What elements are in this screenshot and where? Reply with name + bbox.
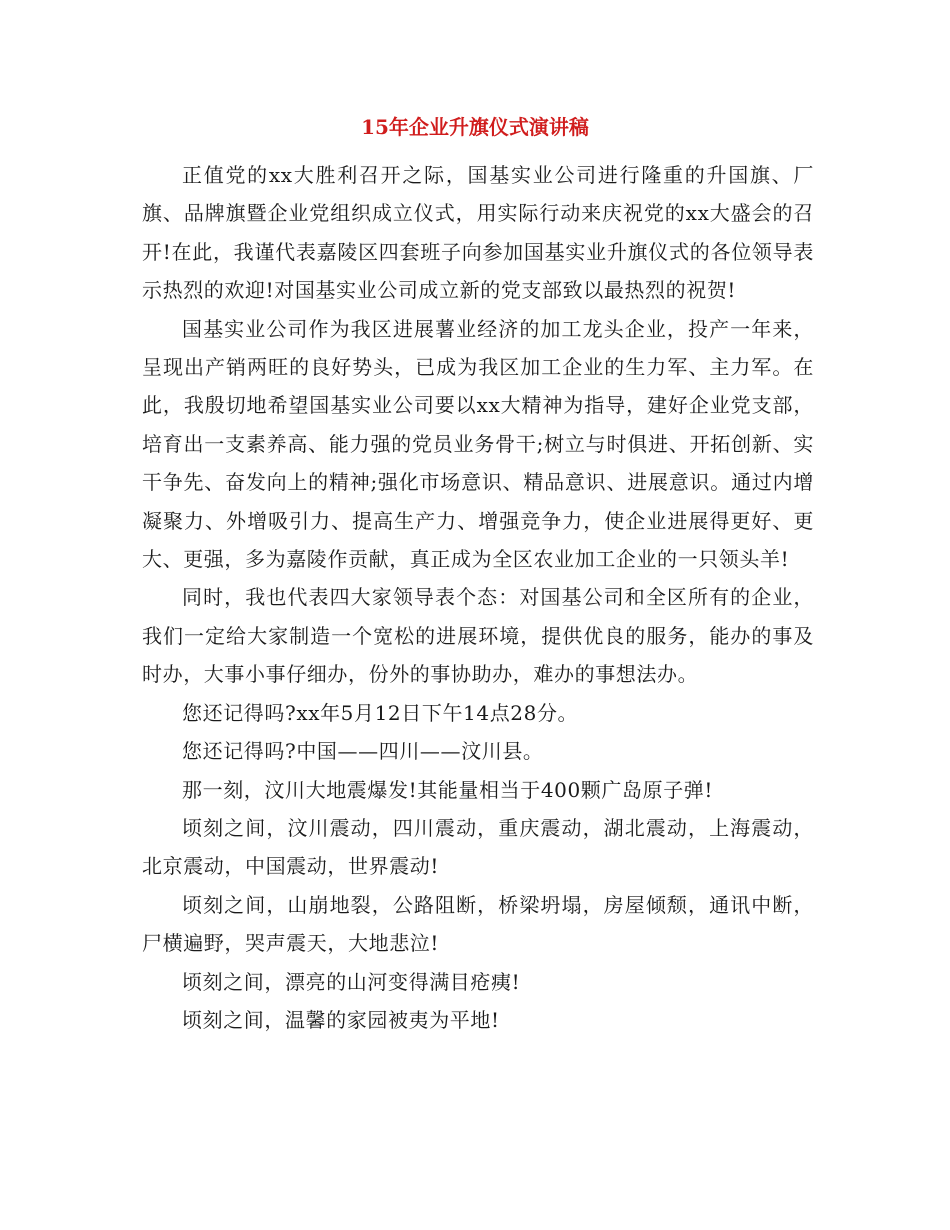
paragraph-9: 顷刻之间，漂亮的山河变得满目疮痍!	[182, 969, 521, 994]
paragraph-1: 正值党的xx大胜利召开之际，国基实业公司进行隆重的升国旗、厂旗、品牌旗暨企业党组织成立仪式，用实际行动来庆祝党的xx大盛会的召开!在此，我谨代表嘉陵区四套班子向参加国基实业升旗仪式的各位领导表示热烈的欢迎!对国基实业公司成立新的党支部致以最热烈的祝贺!	[142, 163, 814, 303]
paragraph-6: 那一刻，汶川大地震爆发!其能量相当于400颗广岛原子弹!	[182, 777, 714, 802]
paragraph-5: 您还记得吗?中国——四川——汶川县。	[182, 739, 544, 764]
paragraph-7: 顷刻之间，汶川震动，四川震动，重庆震动，湖北震动，上海震动，北京震动，中国震动，世界震动!	[142, 815, 814, 879]
document-body	[142, 156, 814, 1039]
paragraph-2: 国基实业公司作为我区进展薯业经济的加工龙头企业，投产一年来，呈现出产销两旺的良好势头，已成为我区加工企业的生力军、主力军。在此，我殷切地希望国基实业公司要以xx大精神为指导，建好企业党支部，培育出一支素养高、能力强的党员业务骨干;树立与时俱进、开拓创新、实干争先、奋发向上的精神;强化市场意识、精品意识、进展意识。通过内增凝聚力、外增吸引力、提高生产力、增强竞争力，使企业进展得更好、更大、更强，多为嘉陵作贡献，真正成为全区农业加工企业的一只领头羊!	[142, 316, 814, 572]
document-title: 15年企业升旗仪式演讲稿	[361, 115, 589, 139]
paragraph-10: 顷刻之间，温馨的家园被夷为平地!	[182, 1007, 500, 1032]
paragraph-8: 顷刻之间，山崩地裂，公路阻断，桥梁坍塌，房屋倾颓，通讯中断，尸横遍野，哭声震天，大地悲泣!	[142, 892, 814, 956]
paragraph-3: 同时，我也代表四大家领导表个态：对国基公司和全区所有的企业，我们一定给大家制造一个宽松的进展环境，提供优良的服务，能办的事及时办，大事小事仔细办，份外的事协助办，难办的事想法办。	[142, 585, 814, 687]
paragraph-4: 您还记得吗?xx年5月12日下午14点28分。	[182, 700, 579, 725]
